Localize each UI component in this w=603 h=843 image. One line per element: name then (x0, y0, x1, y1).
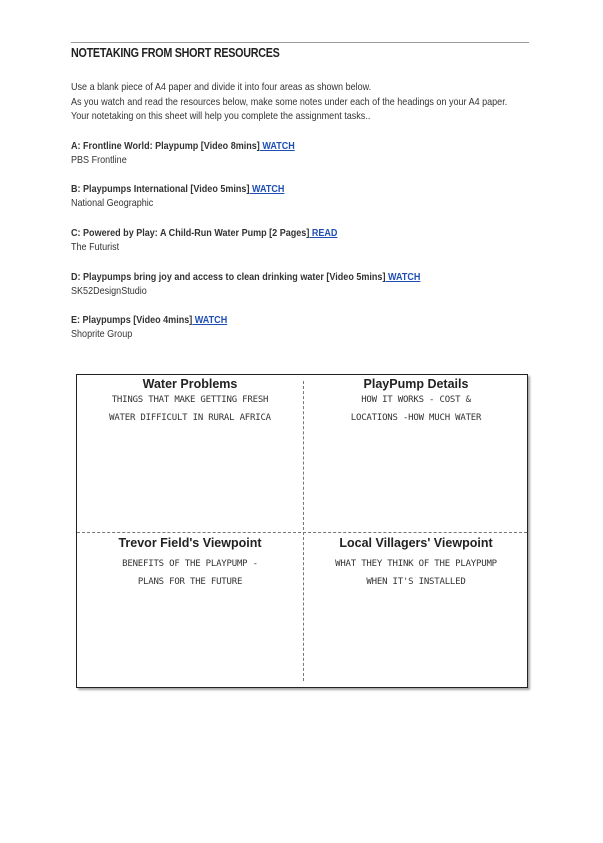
resource-link[interactable]: WATCH (249, 183, 285, 195)
quadrant-line: WHEN IT'S INSTALLED (366, 577, 466, 587)
quadrant-subtext (303, 555, 529, 591)
resource-link[interactable]: READ (309, 227, 338, 239)
resource-link[interactable]: WATCH (192, 314, 228, 326)
page-title: NOTETAKING FROM SHORT RESOURCES (71, 46, 280, 60)
quadrant-heading-local-villagers: Local Villagers' Viewpoint (339, 536, 493, 550)
resource-link[interactable]: WATCH (259, 140, 295, 152)
notetaking-grid (76, 374, 528, 688)
quadrant-line: HOW IT WORKS - COST & (361, 395, 471, 405)
intro-line: Your notetaking on this sheet will help you complete the assignment tasks.. (71, 110, 371, 122)
resource-source: National Geographic (71, 197, 154, 209)
header-rule (71, 42, 529, 43)
resource-heading: C: Powered by Play: A Child-Run Water Pump [2 Pages] (71, 227, 310, 239)
resource-source: PBS Frontline (71, 154, 127, 166)
resource-c (71, 226, 337, 254)
resource-heading: A: Frontline World: Playpump [Video 8mins] (71, 140, 260, 152)
quadrant-line: WHAT THEY THINK OF THE PLAYPUMP (335, 559, 497, 569)
resource-source: SK52DesignStudio (71, 285, 147, 297)
intro-line: As you watch and read the resources below, make some notes under each of the headings on your A4 paper. (71, 95, 508, 108)
quadrant-heading-water-problems: Water Problems (142, 377, 238, 391)
quadrant-heading-playpump-details: PlayPump Details (363, 377, 469, 391)
intro-line: Use a blank piece of A4 paper and divide it into four areas as shown below. (71, 81, 372, 93)
resource-heading: E: Playpumps [Video 4mins] (71, 314, 193, 326)
quadrant-line: LOCATIONS -HOW MUCH WATER (350, 413, 482, 423)
resource-d (71, 270, 420, 298)
horizontal-divider (77, 532, 527, 533)
resource-e (71, 313, 227, 341)
quadrant-subtext (77, 391, 303, 427)
resource-b (71, 182, 284, 210)
resource-a (71, 139, 295, 167)
quadrant-subtext (77, 555, 303, 591)
resource-link[interactable]: WATCH (385, 271, 421, 283)
resource-heading: B: Playpumps International [Video 5mins] (71, 183, 250, 195)
quadrant-subtext (303, 391, 529, 427)
intro-text (71, 80, 507, 124)
resource-source: The Futurist (71, 241, 120, 253)
resource-source: Shoprite Group (71, 328, 133, 340)
quadrant-line: PLANS FOR THE FUTURE (137, 577, 243, 587)
quadrant-line: BENEFITS OF THE PLAYPUMP - (122, 559, 258, 569)
quadrant-line: WATER DIFFICULT IN RURAL AFRICA (109, 413, 271, 423)
quadrant-heading-trevor-field: Trevor Field's Viewpoint (118, 536, 262, 550)
quadrant-line: THINGS THAT MAKE GETTING FRESH (111, 395, 269, 405)
resource-heading: D: Playpumps bring joy and access to clean drinking water [Video 5mins] (71, 271, 386, 283)
